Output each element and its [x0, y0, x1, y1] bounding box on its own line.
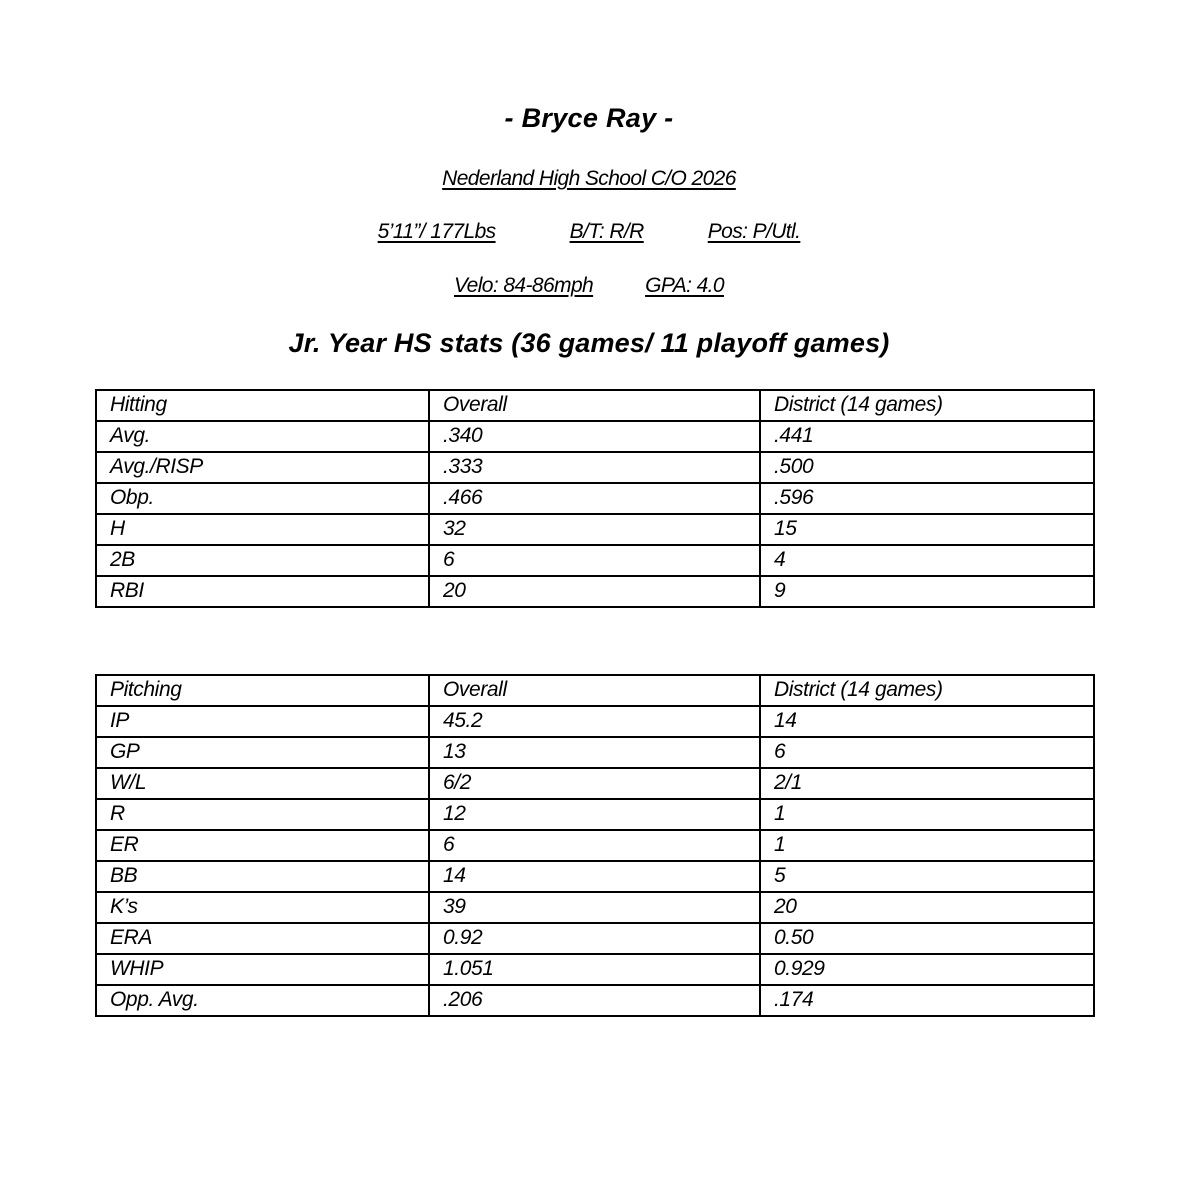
gpa: GPA: 4.0: [645, 274, 724, 297]
table-cell: WHIP: [96, 954, 429, 985]
table-cell: H: [96, 514, 429, 545]
table-cell: R: [96, 799, 429, 830]
table-row: [96, 985, 1094, 1016]
table-cell: 5: [760, 861, 1094, 892]
table-row: [96, 830, 1094, 861]
table-cell: 6: [429, 830, 760, 861]
table-cell: 14: [760, 706, 1094, 737]
table-cell: RBI: [96, 576, 429, 607]
table-row: [96, 421, 1094, 452]
table-cell: K’s: [96, 892, 429, 923]
table-cell: 1: [760, 830, 1094, 861]
table-cell: .441: [760, 421, 1094, 452]
table-cell: Opp. Avg.: [96, 985, 429, 1016]
table-row: [96, 576, 1094, 607]
table-cell: 45.2: [429, 706, 760, 737]
table-cell: .333: [429, 452, 760, 483]
table-cell: 1: [760, 799, 1094, 830]
table-cell: .206: [429, 985, 760, 1016]
table-header-row: [96, 390, 1094, 421]
table-cell: 15: [760, 514, 1094, 545]
table-row: [96, 483, 1094, 514]
velo: Velo: 84-86mph: [454, 274, 594, 297]
table-cell: ERA: [96, 923, 429, 954]
table-cell: 0.92: [429, 923, 760, 954]
table-cell: BB: [96, 861, 429, 892]
table-cell: W/L: [96, 768, 429, 799]
table-row: [96, 768, 1094, 799]
school-line: [0, 167, 1178, 191]
table-cell: District (14 games): [760, 390, 1094, 421]
table-cell: 2B: [96, 545, 429, 576]
table-cell: 12: [429, 799, 760, 830]
table-cell: IP: [96, 706, 429, 737]
table-cell: ER: [96, 830, 429, 861]
table-cell: .596: [760, 483, 1094, 514]
table-cell: .340: [429, 421, 760, 452]
table-cell: 32: [429, 514, 760, 545]
table-cell: 20: [760, 892, 1094, 923]
table-cell: Obp.: [96, 483, 429, 514]
player-info-line: [0, 220, 1178, 244]
table-cell: 4: [760, 545, 1094, 576]
table-row: [96, 514, 1094, 545]
table-cell: Overall: [429, 675, 760, 706]
table-cell: Pitching: [96, 675, 429, 706]
table-cell: 6: [429, 545, 760, 576]
table-row: [96, 892, 1094, 923]
table-cell: 2/1: [760, 768, 1094, 799]
school-name: Nederland High School C/O 2026: [442, 167, 736, 190]
table-cell: GP: [96, 737, 429, 768]
player-name: - Bryce Ray -: [504, 103, 674, 133]
height-weight: 5’11”/ 177Lbs: [377, 220, 496, 243]
table-row: [96, 954, 1094, 985]
table-row: [96, 861, 1094, 892]
pitching-table: [95, 674, 1095, 1017]
table-row: [96, 452, 1094, 483]
table-cell: .174: [760, 985, 1094, 1016]
position: Pos: P/Utl.: [707, 220, 801, 243]
table-header-row: [96, 675, 1094, 706]
table-cell: 1.051: [429, 954, 760, 985]
stats-heading: Jr. Year HS stats (36 games/ 11 playoff games): [288, 328, 890, 358]
table-cell: .500: [760, 452, 1094, 483]
table-cell: Overall: [429, 390, 760, 421]
table-cell: 14: [429, 861, 760, 892]
table-cell: 39: [429, 892, 760, 923]
table-cell: 20: [429, 576, 760, 607]
table-cell: Hitting: [96, 390, 429, 421]
table-row: [96, 545, 1094, 576]
table-cell: Avg.: [96, 421, 429, 452]
table-cell: 9: [760, 576, 1094, 607]
table-cell: 13: [429, 737, 760, 768]
table-cell: District (14 games): [760, 675, 1094, 706]
table-cell: 0.929: [760, 954, 1094, 985]
table-row: [96, 923, 1094, 954]
table-cell: 6: [760, 737, 1094, 768]
table-row: [96, 706, 1094, 737]
table-cell: .466: [429, 483, 760, 514]
table-cell: 6/2: [429, 768, 760, 799]
table-cell: 0.50: [760, 923, 1094, 954]
table-row: [96, 799, 1094, 830]
hitting-table: [95, 389, 1095, 608]
table-cell: Avg./RISP: [96, 452, 429, 483]
velo-gpa-line: [0, 274, 1178, 298]
table-row: [96, 737, 1094, 768]
bats-throws: B/T: R/R: [569, 220, 644, 243]
